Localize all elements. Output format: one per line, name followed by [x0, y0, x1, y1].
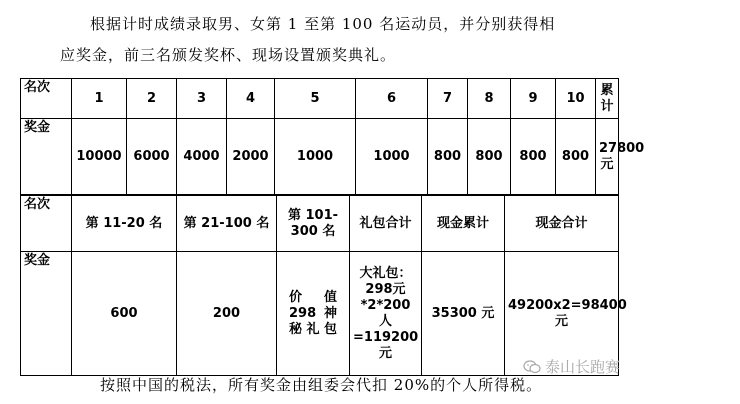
value-11-20: 600	[72, 252, 177, 376]
col-11-20: 第 11-20 名	[72, 196, 177, 252]
value-gift: 价值 298 神秘礼包	[277, 252, 350, 376]
col-cash-total: 现金合计	[505, 196, 619, 252]
prize-label: 奖金	[21, 252, 72, 376]
rank-cell: 7	[428, 79, 468, 119]
rank-cell: 9	[511, 79, 556, 119]
prize-cell: 4000	[177, 119, 227, 195]
tax-note: 按照中国的税法，所有奖金由组委会代扣 20%的个人所得税。	[100, 376, 543, 394]
rank-cell: 5	[275, 79, 356, 119]
prize-cell: 800	[556, 119, 596, 195]
wechat-icon	[523, 360, 541, 374]
prize-table-summary	[20, 195, 627, 376]
rank-cell: 6	[356, 79, 428, 119]
prize-cell: 6000	[127, 119, 177, 195]
value-big-pack	[350, 252, 422, 376]
prize-label: 奖金	[21, 119, 72, 195]
prize-cell: 1000	[356, 119, 428, 195]
big-pack-line: 人	[378, 313, 392, 329]
col-21-100: 第 21-100 名	[177, 196, 277, 252]
category-row	[21, 196, 619, 252]
rank-cell: 10	[556, 79, 596, 119]
intro-line-2: 应奖金，前三名颁发奖杯、现场设置颁奖典礼。	[60, 46, 397, 64]
value-21-100: 200	[177, 252, 277, 376]
intro-line-1: 根据计时成绩录取男、女第 1 至第 100 名运动员，并分别获得相	[90, 15, 556, 33]
prize-cell: 800	[511, 119, 556, 195]
prize-cell: 1000	[275, 119, 356, 195]
prize-table-top-10	[20, 78, 645, 195]
rank-cell: 3	[177, 79, 227, 119]
prize-row	[21, 119, 619, 195]
value-cash-cumulative: 35300 元	[422, 252, 505, 376]
total-value: 27800元	[596, 119, 619, 195]
prize-cell: 800	[428, 119, 468, 195]
rank-label: 名次	[21, 79, 72, 119]
total-label: 累计	[596, 79, 619, 119]
big-pack-line: =119200	[353, 329, 419, 345]
rank-cell: 4	[227, 79, 275, 119]
rank-cell: 1	[72, 79, 127, 119]
big-pack-line: 元	[378, 345, 392, 361]
watermark	[523, 356, 620, 377]
watermark-text: 泰山长跑赛	[544, 358, 620, 376]
prize-cell: 2000	[227, 119, 275, 195]
prize-cell: 800	[468, 119, 511, 195]
rank-row	[21, 79, 619, 119]
col-gift-total: 礼包合计	[350, 196, 422, 252]
col-cash-cumulative: 现金累计	[422, 196, 505, 252]
value-cash-total: 49200x2=98400元	[505, 252, 619, 376]
rank-cell: 2	[127, 79, 177, 119]
col-101-300: 第 101-300 名	[277, 196, 350, 252]
big-pack-line: *2*200	[360, 297, 411, 313]
rank-label: 名次	[21, 196, 72, 252]
big-pack-line: 大礼包：	[359, 265, 412, 281]
rank-cell: 8	[468, 79, 511, 119]
prize-cell: 10000	[72, 119, 127, 195]
big-pack-line: 298元	[365, 281, 406, 297]
